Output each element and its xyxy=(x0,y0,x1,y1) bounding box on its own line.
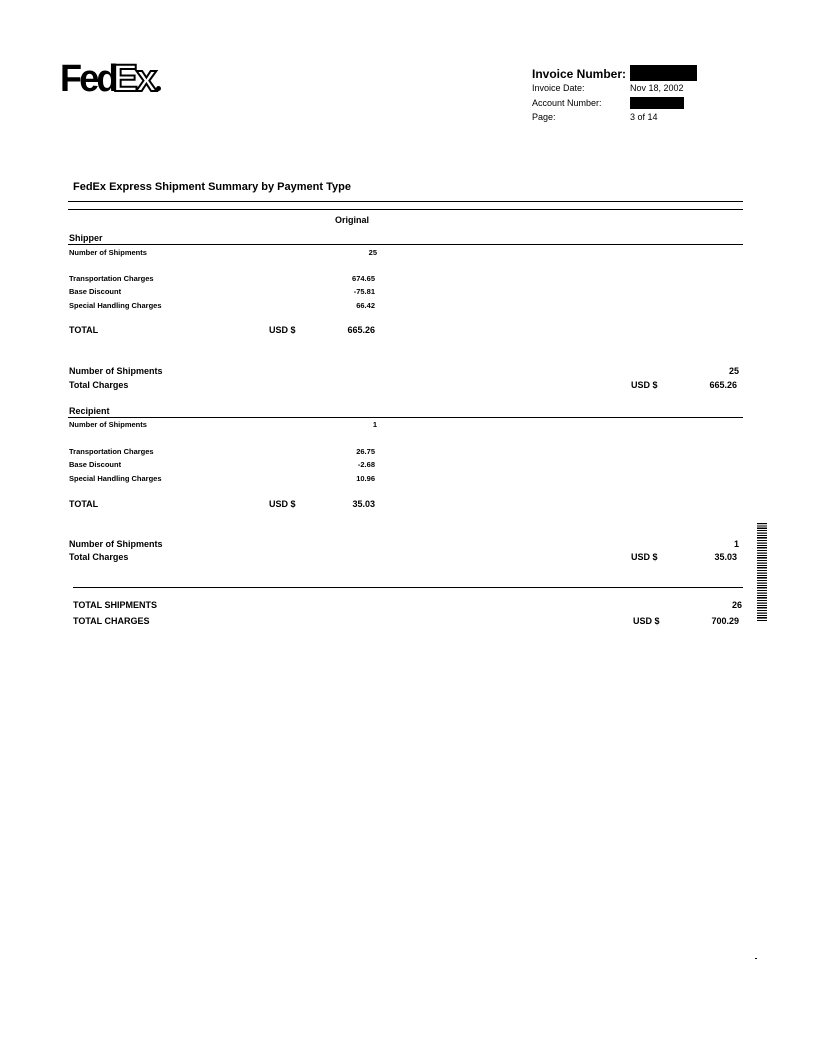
grand-total-rule xyxy=(73,587,743,588)
shipper-transport-value: 674.65 xyxy=(352,274,375,283)
shipper-num-shipments-value: 25 xyxy=(368,248,377,257)
logo-dot xyxy=(156,86,161,91)
shipper-special-value: 66.42 xyxy=(356,301,375,310)
group-title-recipient: Recipient xyxy=(69,406,110,416)
invoice-number-label: Invoice Number: xyxy=(532,67,627,81)
barcode-graphic xyxy=(757,523,767,621)
recipient-num-shipments-label: Number of Shipments xyxy=(69,420,147,429)
shipper-discount-label: Base Discount xyxy=(69,287,122,296)
shipper-summary-shipments-label: Number of Shipments xyxy=(69,366,163,376)
recipient-discount-label: Base Discount xyxy=(69,460,122,469)
shipper-summary-currency: USD $ xyxy=(631,380,658,390)
invoice-date-value: Nov 18, 2002 xyxy=(630,83,684,93)
page-value: 3 of 14 xyxy=(630,112,658,122)
page-label: Page: xyxy=(532,112,556,122)
corner-mark xyxy=(755,958,757,959)
recipient-total-value: 35.03 xyxy=(352,499,375,509)
recipient-discount-value: -2.68 xyxy=(357,460,375,469)
shipper-transport-label: Transportation Charges xyxy=(69,274,154,283)
top-rule-2 xyxy=(68,209,743,210)
recipient-special-label: Special Handling Charges xyxy=(69,474,162,483)
recipient-summary-shipments-label: Number of Shipments xyxy=(69,539,163,549)
recipient-summary-currency: USD $ xyxy=(631,552,658,562)
invoice-number-redaction xyxy=(630,65,697,81)
fedex-logo xyxy=(60,58,161,98)
shipper-summary-charges-value: 665.26 xyxy=(709,380,737,390)
account-number-redaction xyxy=(630,97,684,109)
section-title: FedEx Express Shipment Summary by Payment Type xyxy=(73,181,351,193)
account-number-label: Account Number: xyxy=(532,98,602,108)
logo-ex-text: Ex xyxy=(112,58,156,100)
recipient-total-currency: USD $ xyxy=(269,499,296,509)
shipper-summary-shipments-value: 25 xyxy=(728,366,739,376)
logo-fed-text: Fed xyxy=(60,58,116,100)
recipient-transport-label: Transportation Charges xyxy=(69,447,154,456)
recipient-transport-value: 26.75 xyxy=(356,447,375,456)
shipper-summary-charges-label: Total Charges xyxy=(69,380,129,390)
recipient-total-label: TOTAL xyxy=(69,499,99,509)
total-shipments-label: TOTAL SHIPMENTS xyxy=(73,600,158,610)
shipper-total-label: TOTAL xyxy=(69,325,99,335)
top-rule-1 xyxy=(68,201,743,202)
recipient-special-value: 10.96 xyxy=(356,474,375,483)
shipper-total-value: 665.26 xyxy=(347,325,375,335)
invoice-date-label: Invoice Date: xyxy=(532,83,585,93)
group-rule-recipient xyxy=(68,417,743,418)
recipient-summary-shipments-value: 1 xyxy=(733,539,739,549)
shipper-num-shipments-label: Number of Shipments xyxy=(69,248,147,257)
group-title-shipper: Shipper xyxy=(69,233,103,243)
recipient-num-shipments-value: 1 xyxy=(372,420,377,429)
shipper-discount-value: -75.81 xyxy=(353,287,375,296)
column-header-original: Original xyxy=(335,215,370,225)
shipper-special-label: Special Handling Charges xyxy=(69,301,162,310)
total-charges-value: 700.29 xyxy=(711,616,739,626)
total-charges-label: TOTAL CHARGES xyxy=(73,616,150,626)
shipper-total-currency: USD $ xyxy=(269,325,296,335)
group-rule-shipper xyxy=(68,244,743,245)
total-charges-currency: USD $ xyxy=(633,616,660,626)
recipient-summary-charges-label: Total Charges xyxy=(69,552,129,562)
recipient-summary-charges-value: 35.03 xyxy=(714,552,737,562)
total-shipments-value: 26 xyxy=(731,600,742,610)
